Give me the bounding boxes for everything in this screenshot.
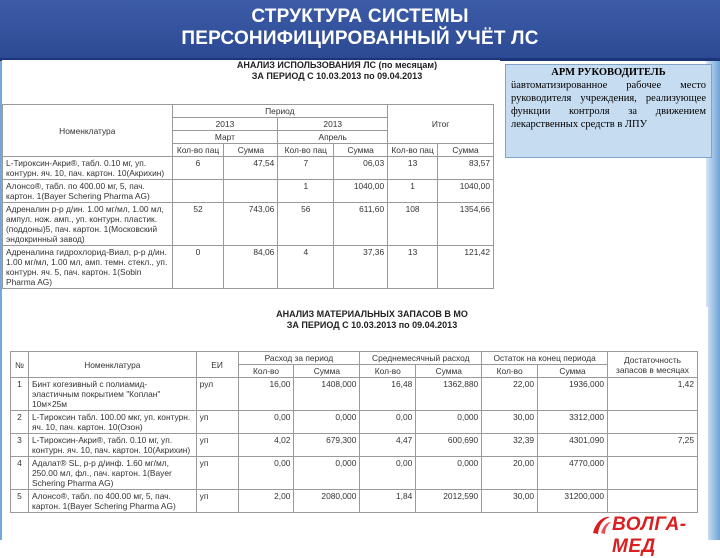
usage-table [2,104,494,289]
cell-sum: 1040,00 [334,180,388,203]
cell-name: Адалат® SL, р-р д/инф. 1.60 мг/мл, 250.00 мл, фл., пач. картон. 1(Bayer Schering Pharma AG) [28,457,196,490]
col-qty: Кол-во [360,365,416,378]
cell-name: Алонсо®, табл. по 400.00 мг, 5, пач. картон. 1(Bayer Schering Pharma AG) [28,490,196,513]
cell-qty: 52 [172,203,224,246]
cell-unit: уп [196,434,238,457]
cell-name: Адреналин р-р д/ин. 1.00 мг/мл, 1.00 мл, ампул. нож. амп., уп. контурн. пластик. (поддоны)5, пач. картон. 1(Московский эндокринный завод) [3,203,173,246]
col-qty: Кол-во пац [388,144,438,157]
table-row [3,203,494,246]
cell-qty: 16,00 [238,378,294,411]
cell-no: 3 [11,434,29,457]
cell-qty: 7 [278,157,334,180]
usage-report-title: АНАЛИЗ ИСПОЛЬЗОВАНИЯ ЛС (по месяцам) [236,60,438,70]
cell-sum: 1362,880 [416,378,482,411]
cell-months: 1,42 [608,378,698,411]
slide-header [0,0,720,61]
cell-qty: 4 [278,246,334,289]
logo-text: ВОЛГА-МЕД [612,514,687,557]
table-row [3,246,494,289]
cell-qty: 0,00 [360,457,416,490]
cell-sum: 1354,66 [438,203,494,246]
col-supply: Достаточность запасов в месяцах [608,352,698,378]
table-row [11,411,698,434]
cell-qty: 0,00 [238,411,294,434]
cell-qty: 2,00 [238,490,294,513]
month-1: Март [172,131,278,144]
cell-qty: 30,00 [482,490,538,513]
volga-med-logo [590,512,716,557]
cell-name: Бинт когезивный с полиамид-эластичным покрытием "Коплан" 10м×25м [28,378,196,411]
cell-no: 1 [11,378,29,411]
cell-qty: 6 [172,157,224,180]
col-nomenclature: Номенклатура [28,352,196,378]
cell-qty: 1 [388,180,438,203]
col-sum: Сумма [294,365,360,378]
col-avg: Среднемесячный расход [360,352,482,365]
logo-swoosh-icon [590,513,612,537]
year-2: 2013 [278,118,388,131]
cell-name: L-Тироксин-Акри®, табл. 0.10 мг, уп. контурн. яч. 10, пач. картон. 10(Акрихин) [28,434,196,457]
table-row [11,490,698,513]
box-body: üавтоматизированное рабочее место руководителя учреждения, реализующее функции контроля за движением лекарственных средств в ЛПУ [511,80,706,130]
cell-qty: 0,00 [360,411,416,434]
cell-sum: 83,57 [438,157,494,180]
table-row [11,378,698,411]
col-unit: ЕИ [196,352,238,378]
col-qty: Кол-во пац [172,144,224,157]
cell-qty: 22,00 [482,378,538,411]
cell-no: 2 [11,411,29,434]
cell-qty: 4,47 [360,434,416,457]
header-title-line2: ПЕРСОНИФИЦИРОВАННЫЙ УЧЁТ ЛС [181,28,539,49]
cell-qty: 20,00 [482,457,538,490]
cell-unit: уп [196,457,238,490]
cell-sum: 1936,000 [538,378,608,411]
col-sum: Сумма [224,144,278,157]
col-spend: Расход за период [238,352,360,365]
cell-qty: 1,84 [360,490,416,513]
stock-table [10,351,698,513]
cell-sum: 611,60 [334,203,388,246]
stock-report-title: АНАЛИЗ МАТЕРИАЛЬНЫХ ЗАПАСОВ В МО [276,309,468,319]
cell-sum [224,180,278,203]
cell-sum: 47,54 [224,157,278,180]
year-1: 2013 [172,118,278,131]
cell-name: L-Тироксин-Акри®, табл. 0.10 мг, уп. контурн. яч. 10, пач. картон. 10(Акрихин) [3,157,173,180]
cell-sum: 37,36 [334,246,388,289]
cell-no: 5 [11,490,29,513]
cell-months [608,490,698,513]
cell-sum: 0,000 [416,411,482,434]
col-total: Итог [388,105,494,144]
cell-sum: 31200,000 [538,490,608,513]
cell-sum: 1040,00 [438,180,494,203]
cell-sum: 600,690 [416,434,482,457]
cell-qty: 0,00 [238,457,294,490]
cell-qty [172,180,224,203]
cell-qty: 13 [388,157,438,180]
cell-qty: 32,39 [482,434,538,457]
col-sum: Сумма [538,365,608,378]
cell-months [608,457,698,490]
manager-workstation-box [505,64,712,158]
cell-months [608,411,698,434]
cell-qty: 0 [172,246,224,289]
cell-sum: 2012,590 [416,490,482,513]
col-sum: Сумма [438,144,494,157]
cell-sum: 84,06 [224,246,278,289]
box-title: АРМ РУКОВОДИТЕЛЬ [551,67,666,78]
header-title-line1: СТРУКТУРА СИСТЕМЫ [251,6,469,27]
cell-qty: 1 [278,180,334,203]
cell-qty: 30,00 [482,411,538,434]
col-qty: Кол-во пац [278,144,334,157]
cell-qty: 56 [278,203,334,246]
col-sum: Сумма [334,144,388,157]
usage-report-panel [2,60,500,310]
cell-qty: 4,02 [238,434,294,457]
col-period: Период [172,105,388,118]
cell-name: Адреналина гидрохлорид-Виал, р-р д/ин. 1.00 мг/мл, 1.00 мл, амп. темн. стекл., уп. контурн. яч. 5, пач. картон. 1(Sobin Pharma AG) [3,246,173,289]
col-rest: Остаток на конец периода [482,352,608,365]
cell-sum: 0,000 [294,457,360,490]
cell-no: 4 [11,457,29,490]
usage-report-period: ЗА ПЕРИОД С 10.03.2013 по 09.04.2013 [251,71,423,81]
cell-name: Алонсо®, табл. по 400.00 мг, 5, пач. картон. 1(Bayer Schering Pharma AG) [3,180,173,203]
col-nomenclature: Номенклатура [3,105,173,157]
cell-qty: 16,48 [360,378,416,411]
cell-qty: 108 [388,203,438,246]
stock-report-panel [2,307,708,540]
cell-months: 7,25 [608,434,698,457]
cell-sum: 1408,000 [294,378,360,411]
cell-sum: 0,000 [416,457,482,490]
table-row [11,457,698,490]
col-no: № [11,352,29,378]
cell-name: L-Тироксин табл. 100.00 мкг, уп. контурн. яч. 10, пач. картон. 10(Озон) [28,411,196,434]
table-row [11,434,698,457]
table-row [3,157,494,180]
cell-unit: уп [196,490,238,513]
cell-sum: 4770,000 [538,457,608,490]
cell-unit: уп [196,411,238,434]
cell-qty: 13 [388,246,438,289]
stock-report-period: ЗА ПЕРИОД С 10.03.2013 по 09.04.2013 [286,320,458,330]
cell-sum: 06,03 [334,157,388,180]
table-row [3,180,494,203]
cell-sum: 679,300 [294,434,360,457]
cell-sum: 121,42 [438,246,494,289]
col-sum: Сумма [416,365,482,378]
cell-sum: 743,06 [224,203,278,246]
month-2: Апрель [278,131,388,144]
col-qty: Кол-во [238,365,294,378]
cell-unit: рул [196,378,238,411]
cell-sum: 0,000 [294,411,360,434]
cell-sum: 2080,000 [294,490,360,513]
col-qty: Кол-во [482,365,538,378]
cell-sum: 3312,000 [538,411,608,434]
cell-sum: 4301,090 [538,434,608,457]
